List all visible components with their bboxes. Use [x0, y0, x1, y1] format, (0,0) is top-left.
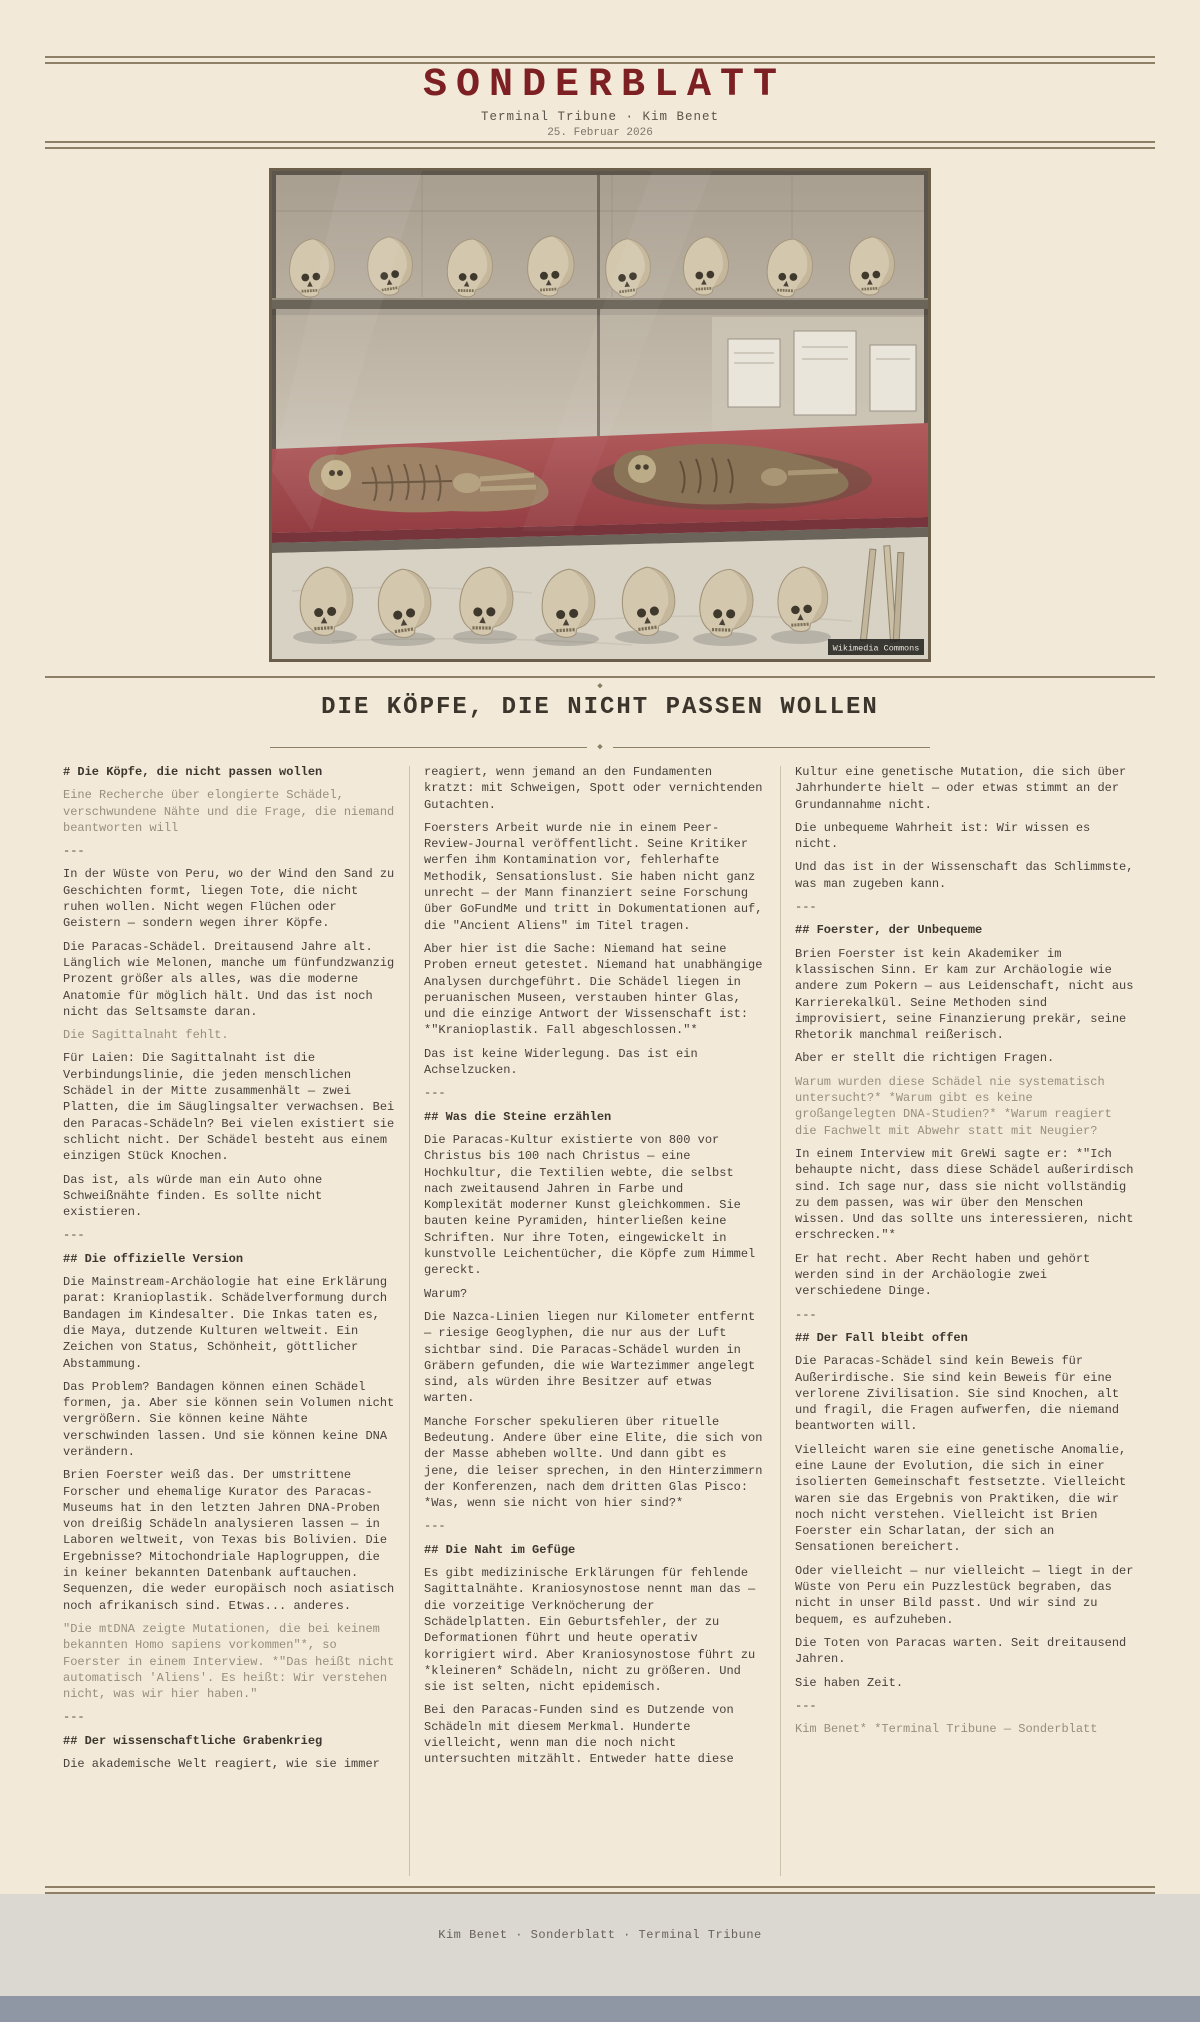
paragraph: In der Wüste von Peru, wo der Wind den Sand zu Geschichten formt, liegen Tote, die nicht ruhen wollen. Nicht wegen Flüchen oder Geistern — sondern wegen ihrer Köpfe. [63, 867, 395, 931]
headline-divider [270, 742, 930, 752]
paragraph: Manche Forscher spekulieren über rituelle Bedeutung. Andere über eine Elite, die sich von der Masse abheben wollte. Und dann gibt es jene, die leiser sprechen, in den Hinterzimmern der Konferenzen, nach dem dritten Glas Pisco: *Was, wenn sie nicht von hier sind?* [424, 1414, 763, 1511]
article-column-3 [795, 764, 1137, 1884]
separator: --- [795, 1307, 817, 1322]
article-headline: DIE KÖPFE, DIE NICHT PASSEN WOLLEN [321, 694, 879, 721]
article-column-1 [63, 764, 395, 1884]
separator: --- [424, 1519, 446, 1534]
masthead-subtitle: Terminal Tribune · Kim Benet [480, 110, 720, 124]
separator: --- [63, 844, 85, 859]
headline-top-rule [45, 676, 1155, 678]
paragraph: Und das ist in der Wissenschaft das Schlimmste, was man zugeben kann. [795, 860, 1134, 891]
section-heading: ## Was die Steine erzählen [424, 1109, 612, 1124]
paragraph: Die akademische Welt reagiert, wie sie immer [63, 1757, 380, 1772]
paragraph: Er hat recht. Aber Recht haben und gehört werden sind in der Archäologie zwei verschiedene Dinge. [795, 1251, 1091, 1299]
paragraph: In einem Interview mit GreWi sagte er: *"Ich behaupte nicht, dass diese Schädel außerirdisch sind. Ich sage nur, dass sie nicht vollständig zu dem passen, was wir über den Menschen wissen. Und das sollte uns interessieren, nicht erschrecken."* [795, 1146, 1134, 1243]
paragraph: Das Problem? Bandagen können einen Schädel formen, ja. Aber sie können sein Volumen nicht vergrößern. Sie können keine Nähte verschwinden lassen. Und sie können keine DNA verändern. [63, 1379, 395, 1459]
section-heading: ## Der Fall bleibt offen [795, 1330, 968, 1345]
paragraph: Vielleicht waren sie eine genetische Anomalie, eine Laune der Evolution, die sich in einer isolierten Gemeinschaft festsetzte. Vielleicht waren sie das Ergebnis von Praktiken, die wir noch nicht verstehen. Vielleicht ist Brien Foerster ein Scharlatan, der sich an Sensationen bereichert. [795, 1442, 1127, 1555]
paragraph: Bei den Paracas-Funden sind es Dutzende von Schädeln mit diesem Merkmal. Hunderte vielleicht, wenn man die noch nicht untersuchten mitzählt. Entweder hatte diese [424, 1703, 734, 1767]
separator: --- [795, 900, 817, 915]
footer-strip [0, 1894, 1200, 1996]
window-bottom-bar [0, 1996, 1200, 2022]
muted-paragraph: Warum wurden diese Schädel nie systematisch untersucht?* *Warum gibt es keine großangelegten DNA-Studien?* *Warum reagiert die Fachwelt mit Abwehr statt mit Neugier? [795, 1074, 1112, 1138]
paragraph: Brien Foerster weiß das. Der umstrittene Forscher und ehemalige Kurator des Paracas-Museums hat in den letzten Jahren DNA-Proben von dreißig Schädeln analysieren lassen — in Laboren weltweit, von Texas bis Bolivien. Die Ergebnisse? Mitochondriale Haplogruppen, die in keiner bekannten Datenbank auftauchen. Sequenzen, die weder europäisch noch asiatisch noch afrikanisch sind. Etwas... anderes. [63, 1468, 395, 1613]
article-column-2 [424, 764, 766, 1884]
separator: --- [424, 1086, 446, 1101]
paragraph: Es gibt medizinische Erklärungen für fehlende Sagittalnähte. Kraniosynostose nennt man das — die vorzeitige Verknöcherung der Schädelplatten. Ein Geburtsfehler, der zu Deformationen führt und heute operativ korrigiert wird. Aber Kraniosynostose führt zu *kleineren* Schädeln, nicht zu größeren. Und sie ist selten, nicht epidemisch. [424, 1566, 756, 1695]
footer-rule [45, 1886, 1155, 1894]
separator: --- [795, 1698, 817, 1713]
separator: --- [63, 1228, 85, 1243]
paragraph: Das ist keine Widerlegung. Das ist ein Achselzucken. [424, 1046, 698, 1078]
article-photo [269, 168, 931, 662]
paragraph: reagiert, wenn jemand an den Fundamenten kratzt: mit Schweigen, Spott oder vernichtenden Gutachten. [424, 765, 763, 812]
separator: --- [63, 1710, 85, 1725]
photo-credit-badge [828, 639, 924, 655]
paragraph: Die Nazca-Linien liegen nur Kilometer entfernt — riesige Geoglyphen, die nur aus der Luft sichtbar sind. Die Paracas-Schädel wurden in Gräbern gefunden, die wie Wartezimmer angelegt sind, als würden ihre Besitzer auf etwas warten. [424, 1309, 756, 1406]
article-columns [63, 764, 1137, 1884]
column-separator [409, 766, 410, 1876]
divider-line-left [270, 747, 587, 748]
paragraph: Brien Foerster ist kein Akademiker im klassischen Sinn. Er kam zur Archäologie wie andere zum Pokern — aus Leidenschaft, nicht aus Karrierekalkül. Seine Methoden sind improvisiert, seine Finanzierung prekär, seine Rhetorik manchmal reißerisch. [795, 946, 1134, 1043]
section-heading: ## Die offizielle Version [63, 1251, 244, 1266]
museum-skulls-photo [272, 171, 928, 659]
article-heading: # Die Köpfe, die nicht passen wollen [63, 765, 323, 779]
paragraph: Aber hier ist die Sache: Niemand hat seine Proben erneut getestet. Niemand hat unabhängige Analysen durchgeführt. Die Schädel liegen in peruanischen Museen, verstauben hinter Glas, und die einzige Antwort der Wissenschaft ist: *"Kranioplastik. Fall abgeschlossen."* [424, 941, 763, 1038]
masthead-bottom-rule [45, 141, 1155, 149]
divider-line-right [613, 747, 930, 748]
footer-byline: Kim Benet · Sonderblatt · Terminal Tribune [438, 1928, 762, 1942]
paragraph: Aber er stellt die richtigen Fragen. [795, 1051, 1055, 1066]
paragraph: Die Toten von Paracas warten. Seit dreitausend Jahren. [795, 1635, 1127, 1667]
paragraph: Die unbequeme Wahrheit ist: Wir wissen es nicht. [795, 820, 1091, 852]
paragraph: Die Paracas-Schädel sind kein Beweis für Außerirdische. Sie sind kein Beweis für eine verlorene Zivilisation. Sie sind Knochen, alt und fragil, die Fragen aufwerfen, die niemand beantworten will. [795, 1354, 1120, 1434]
paragraph: Das ist, als würde man ein Auto ohne Schweißnähte finden. Es sollte nicht existieren. [63, 1172, 323, 1220]
muted-paragraph: Die Sagittalnaht fehlt. [63, 1028, 229, 1043]
muted-paragraph: Eine Recherche über elongierte Schädel, verschwundene Nähte und die Frage, die niemand beantworten will [63, 788, 395, 835]
paragraph: Die Paracas-Schädel. Dreitausend Jahre alt. Länglich wie Melonen, manche um fünfundzwanzig Prozent größer als alles, was die moderne Anatomie für möglich hält. Und das ist noch nicht das Seltsamste daran. [63, 939, 395, 1019]
section-heading: ## Die Naht im Gefüge [424, 1542, 576, 1557]
column-separator [780, 766, 781, 1876]
paragraph: Sie haben Zeit. [795, 1675, 904, 1690]
paragraph: Foersters Arbeit wurde nie in einem Peer-Review-Journal veröffentlicht. Seine Kritiker werfen ihm Kontamination vor, fehlerhafte Methodik, Sensationslust. Sie haben nicht ganz unrecht — der Mann finanziert seine Forschung über GoFundMe und tritt in Dokumentationen auf, die "Ancient Aliens" im Titel tragen. [424, 820, 763, 933]
masthead-date: 25. Februar 2026 [547, 127, 653, 139]
paragraph: Die Mainstream-Archäologie hat eine Erklärung parat: Kranioplastik. Schädelverformung durch Bandagen im Kindesalter. Die Inkas taten es, die Maya, dutzende Kulturen weltweit. Ein Zeichen von Status, Schönheit, göttlicher Abstammung. [63, 1275, 388, 1371]
paragraph: Oder vielleicht — nur vielleicht — liegt in der Wüste von Peru ein Puzzlestück begraben, das nicht in unser Bild passt. Und wir sind zu bequem, es aufzuheben. [795, 1563, 1134, 1627]
paragraph: Kultur eine genetische Mutation, die sich über Jahrhunderte hielt — oder etwas stimmt an der Grundannahme nicht. [795, 765, 1127, 812]
diamond-icon: ◆ [597, 742, 603, 752]
masthead-title: SONDERBLATT [422, 63, 787, 108]
section-heading: ## Foerster, der Unbequeme [795, 923, 983, 938]
section-heading: ## Der wissenschaftliche Grabenkrieg [63, 1733, 323, 1748]
paragraph: Warum? [424, 1286, 468, 1301]
paragraph: Die Paracas-Kultur existierte von 800 vor Christus bis 100 nach Christus — eine Hochkultur, die Textilien webte, die selbst nach zweitausend Jahren in Farbe und Komplexität moderner Kunst gleichkommen. Sie bauten keine Pyramiden, hinterließen keine Schriften. Nur ihre Toten, eingewickelt in kunstvolle Leichentücher, die Köpfe zum Himmel gereckt. [424, 1132, 756, 1278]
muted-paragraph: "Die mtDNA zeigte Mutationen, die bei keinem bekannten Homo sapiens vorkommen"*, so Foerster in einem Interview. *"Das heißt nicht automatisch 'Aliens'. Es heißt: Wir verstehen nicht, was wir hier haben." [63, 1621, 395, 1702]
muted-paragraph: Kim Benet* *Terminal Tribune — Sonderblatt [795, 1722, 1098, 1737]
photo-credit-text: Wikimedia Commons [832, 643, 920, 654]
diamond-icon: ◆ [597, 681, 603, 691]
paragraph: Für Laien: Die Sagittalnaht ist die Verbindungslinie, die jeden menschlichen Schädel in der Mitte zusammenhält — zwei Platten, die im Säuglingsalter verwachsen. Bei den Paracas-Schädeln? Bei vielen existiert sie schlicht nicht. Der Schädel besteht aus einem einzigen Stück Knochen. [63, 1051, 395, 1164]
